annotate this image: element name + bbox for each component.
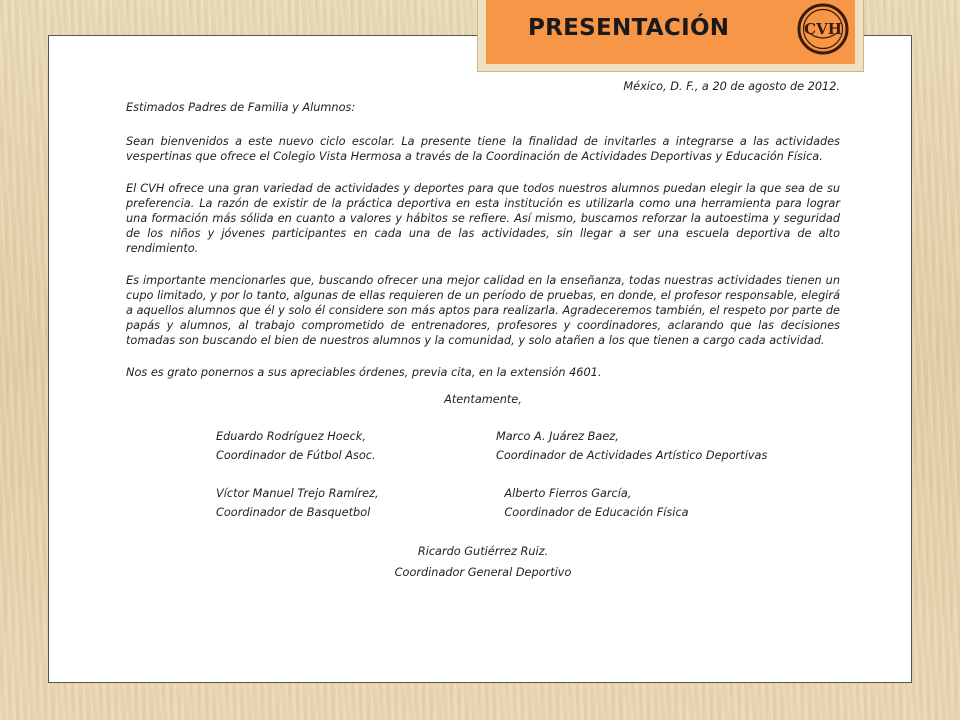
letter-paragraph: Nos es grato ponernos a sus apreciables órdenes, previa cita, en la extensión 4601. bbox=[126, 366, 602, 379]
signature-row bbox=[126, 484, 840, 522]
signer-name: Marco A. Juárez Baez, bbox=[496, 430, 619, 443]
letter-body bbox=[126, 79, 840, 583]
signer-role: Coordinador de Actividades Artístico Deportivas bbox=[496, 449, 768, 462]
logo-text: CVH bbox=[804, 20, 842, 38]
signer-role: Coordinador de Basquetbol bbox=[216, 506, 371, 519]
page-title: PRESENTACIÓN bbox=[528, 15, 730, 41]
letter-paragraph: El CVH ofrece una gran variedad de actividades y deportes para que todos nuestros alumnos puedan elegir la que sea de su preferencia. La razón de existir de la práctica deportiva en esta institución es utilizarla como una herramienta para lograr una formación más sólida en cuanto a valores y hábitos se refiere. Así mismo, buscamos reforzar la autoestima y seguridad de los niños y jóvenes participantes en cada una de las actividades, sin llegar a ser una escuela deportiva de alto rendimiento. bbox=[126, 182, 840, 255]
signature-block bbox=[496, 427, 836, 465]
letter-paragraph: Es importante mencionarles que, buscando ofrecer una mejor calidad en la enseñanza, todas nuestras actividades tienen un cupo limitado, y por lo tanto, algunas de ellas requieren de un período de pruebas, en donde, el profesor responsable, elegirá a aquellos alumnos que él y solo él considere son más aptos para realizarla. Agradeceremos también, el respeto por parte de papás y alumnos, al trabajo comprometido de entrenadores, profesores y coordinadores, aclarando que las decisiones tomadas son buscando el bien de nuestros alumnos y la comunidad, y solo atañen a los que tienen a cargo cada actividad. bbox=[126, 274, 840, 347]
signer-role: Coordinador de Educación Física bbox=[504, 506, 689, 519]
signer-role: Coordinador General Deportivo bbox=[394, 566, 572, 579]
signature-block bbox=[498, 484, 840, 522]
letter-date: México, D. F., a 20 de agosto de 2012. bbox=[623, 80, 840, 93]
signer-role: Coordinador de Fútbol Asoc. bbox=[216, 449, 376, 462]
signature-block bbox=[216, 484, 492, 522]
header-tab bbox=[477, 0, 864, 72]
cvh-logo-icon bbox=[797, 3, 849, 55]
signature-block bbox=[216, 427, 496, 465]
signer-name: Ricardo Gutiérrez Ruiz. bbox=[417, 545, 549, 558]
signature-row bbox=[126, 427, 840, 465]
signer-name: Alberto Fierros García, bbox=[504, 487, 632, 500]
signer-name: Víctor Manuel Trejo Ramírez, bbox=[216, 487, 379, 500]
general-signature bbox=[126, 541, 840, 583]
letter-closing: Atentamente, bbox=[444, 393, 522, 406]
header-banner bbox=[486, 0, 855, 64]
signer-name: Eduardo Rodríguez Hoeck, bbox=[216, 430, 366, 443]
letter-greeting: Estimados Padres de Familia y Alumnos: bbox=[126, 101, 356, 114]
letter-paragraph: Sean bienvenidos a este nuevo ciclo escolar. La presente tiene la finalidad de invitarles a integrarse a las actividades vespertinas que ofrece el Colegio Vista Hermosa a través de la Coordinación de Actividades Deportivas y Educación Física. bbox=[126, 135, 840, 163]
